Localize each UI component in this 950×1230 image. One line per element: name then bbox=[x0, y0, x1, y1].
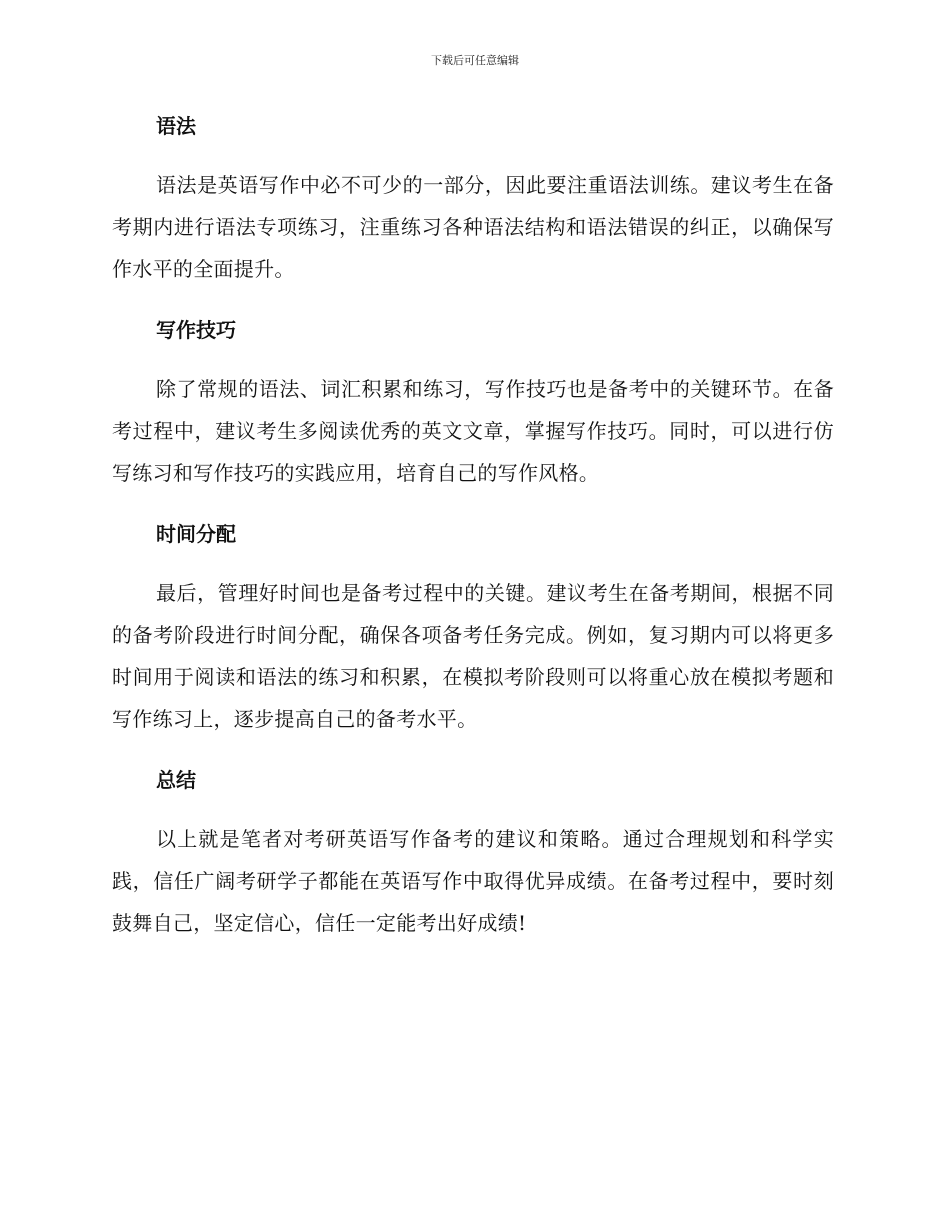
section-heading-summary: 总结 bbox=[156, 768, 196, 792]
section-body-summary: 以上就是笔者对考研英语写作备考的建议和策略。通过合理规划和科学实践，信任广阔考研学子都能在英语写作中取得优异成绩。在备考过程中，要时刻鼓舞自己，坚定信心，信任一定能考出好成绩! bbox=[112, 827, 834, 935]
document-content bbox=[112, 110, 834, 944]
section-heading-grammar: 语法 bbox=[156, 114, 196, 138]
section-body-writing-skills: 除了常规的语法、词汇积累和练习，写作技巧也是备考中的关键环节。在备考过程中，建议考生多阅读优秀的英文文章，掌握写作技巧。同时，可以进行仿写练习和写作技巧的实践应用，培育自己的写作风格。 bbox=[112, 377, 834, 485]
section-body-time-allocation: 最后，管理好时间也是备考过程中的关键。建议考生在备考期间，根据不同的备考阶段进行时间分配，确保各项备考任务完成。例如，复习期内可以将更多时间用于阅读和语法的练习和积累，在模拟考阶段则可以将重心放在模拟考题和写作练习上，逐步提高自己的备考水平。 bbox=[112, 581, 834, 731]
section-heading-writing-skills: 写作技巧 bbox=[156, 318, 236, 342]
page-header: 下载后可任意编辑 bbox=[431, 54, 519, 67]
section-body-grammar: 语法是英语写作中必不可少的一部分，因此要注重语法训练。建议考生在备考期内进行语法专项练习，注重练习各种语法结构和语法错误的纠正，以确保写作水平的全面提升。 bbox=[112, 173, 834, 281]
section-heading-time-allocation: 时间分配 bbox=[156, 522, 236, 546]
